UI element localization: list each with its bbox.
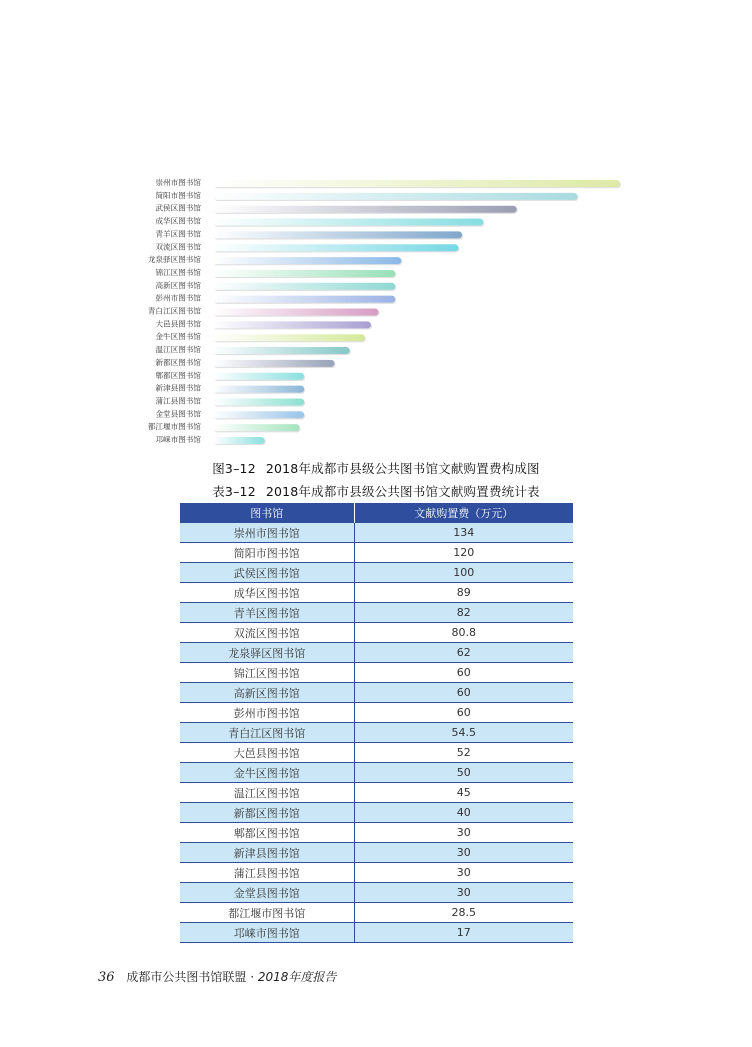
cell-library-name: 崇州市图书馆 [180,523,354,543]
table-row [180,903,573,923]
cell-expense-value: 30 [354,863,573,883]
bar [213,296,395,303]
expenditure-table [180,503,573,943]
cell-expense-value: 30 [354,883,573,903]
figure-caption-label: 图3–12 [212,461,256,476]
table-row [180,843,573,863]
cell-expense-value: 52 [354,743,573,763]
cell-library-name: 蒲江县图书馆 [180,863,354,883]
category-label: 双流区图书馆 [155,242,201,252]
bar [213,386,304,393]
table-row [180,783,573,803]
bar [213,373,304,380]
category-label: 郫都区图书馆 [155,370,201,380]
cell-expense-value: 50 [354,763,573,783]
cell-expense-value: 62 [354,643,573,663]
column-header-library: 图书馆 [180,503,354,523]
cell-library-name: 温江区图书馆 [180,783,354,803]
cell-library-name: 郫都区图书馆 [180,823,354,843]
bar [213,193,577,200]
table-row [180,663,573,683]
table-row [180,563,573,583]
table-row [180,683,573,703]
category-label: 成华区图书馆 [155,216,201,226]
category-label: 金堂县图书馆 [155,409,201,419]
table-row [180,543,573,563]
category-label: 彭州市图书馆 [155,293,201,303]
cell-expense-value: 120 [354,543,573,563]
category-label: 金牛区图书馆 [155,332,201,342]
cell-expense-value: 17 [354,923,573,943]
bar [213,347,350,354]
table-row [180,723,573,743]
footer-report: 2018年度报告 [257,970,337,984]
cell-library-name: 双流区图书馆 [180,623,354,643]
cell-expense-value: 28.5 [354,903,573,923]
cell-expense-value: 80.8 [354,623,573,643]
table-caption [0,482,752,500]
category-label: 龙泉驿区图书馆 [147,255,201,265]
cell-expense-value: 45 [354,783,573,803]
cell-library-name: 新津县图书馆 [180,843,354,863]
figure-caption-text: 2018年成都市县级公共图书馆文献购置费构成图 [265,461,540,476]
cell-expense-value: 60 [354,663,573,683]
bar [213,398,304,405]
bar [213,283,395,290]
cell-library-name: 高新区图书馆 [180,683,354,703]
bar [213,334,365,341]
category-label: 锦江区图书馆 [155,267,201,277]
bar [213,424,300,431]
cell-library-name: 彭州市图书馆 [180,703,354,723]
table-row [180,583,573,603]
cell-library-name: 都江堰市图书馆 [180,903,354,923]
cell-library-name: 新都区图书馆 [180,803,354,823]
table-row [180,803,573,823]
cell-expense-value: 134 [354,523,573,543]
cell-library-name: 大邑县图书馆 [180,743,354,763]
bar [213,321,371,328]
cell-library-name: 成华区图书馆 [180,583,354,603]
cell-expense-value: 54.5 [354,723,573,743]
table-caption-label: 表3–12 [212,484,256,499]
category-label: 青羊区图书馆 [155,229,201,239]
cell-expense-value: 60 [354,683,573,703]
cell-library-name: 锦江区图书馆 [180,663,354,683]
bar [213,437,265,444]
category-label: 温江区图书馆 [155,345,201,355]
table-row [180,763,573,783]
table-row [180,643,573,663]
category-label: 都江堰市图书馆 [147,422,201,432]
category-label: 高新区图书馆 [155,280,201,290]
cell-expense-value: 30 [354,823,573,843]
cell-library-name: 青白江区图书馆 [180,723,354,743]
cell-expense-value: 100 [354,563,573,583]
cell-library-name: 青羊区图书馆 [180,603,354,623]
table-row [180,623,573,643]
table-row [180,923,573,943]
cell-library-name: 武侯区图书馆 [180,563,354,583]
table-row [180,603,573,623]
category-label: 新津县图书馆 [155,383,201,393]
cell-expense-value: 82 [354,603,573,623]
cell-library-name: 邛崃市图书馆 [180,923,354,943]
bar [213,231,462,238]
bar-chart [0,165,752,445]
page-footer [98,968,336,985]
table-row [180,883,573,903]
page-number: 36 [98,970,115,985]
category-label: 青白江区图书馆 [147,306,201,316]
category-label: 蒲江县图书馆 [155,396,201,406]
cell-library-name: 金牛区图书馆 [180,763,354,783]
category-label: 简阳市图书馆 [155,190,201,200]
cell-library-name: 金堂县图书馆 [180,883,354,903]
table-row [180,703,573,723]
table-row [180,863,573,883]
bar [213,411,304,418]
category-label: 崇州市图书馆 [155,178,201,187]
table-row [180,823,573,843]
bar [213,270,395,277]
category-label: 大邑县图书馆 [155,319,201,329]
table-caption-text: 2018年成都市县级公共图书馆文献购置费统计表 [265,484,540,499]
cell-expense-value: 89 [354,583,573,603]
column-header-expense: 文献购置费（万元） [354,503,573,523]
cell-library-name: 龙泉驿区图书馆 [180,643,354,663]
table-row [180,523,573,543]
category-label: 武侯区图书馆 [155,203,201,213]
footer-publication: 成都市公共图书馆联盟 [126,970,247,984]
bar [213,360,334,367]
footer-separator: · [250,970,255,984]
cell-expense-value: 40 [354,803,573,823]
bar [213,206,517,213]
table-row [180,743,573,763]
bar [213,219,483,226]
category-label: 新都区图书馆 [155,357,201,367]
cell-expense-value: 60 [354,703,573,723]
figure-caption [0,459,752,477]
table-header-row [180,503,573,523]
bar [213,244,458,251]
cell-expense-value: 30 [354,843,573,863]
bar [213,257,401,264]
cell-library-name: 简阳市图书馆 [180,543,354,563]
bar [213,180,620,187]
bar [213,309,379,316]
category-label: 邛崃市图书馆 [155,435,201,444]
